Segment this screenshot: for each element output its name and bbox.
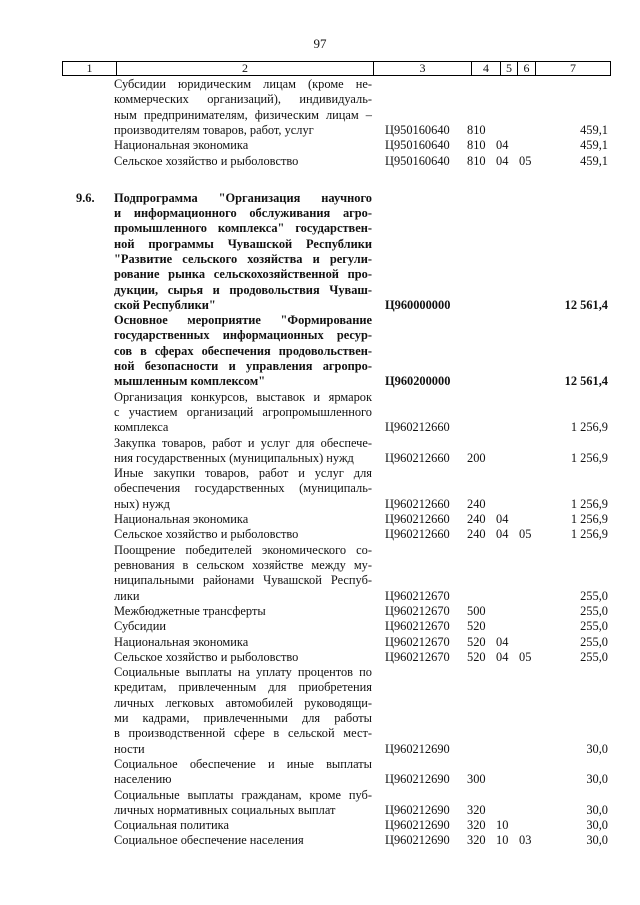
row-name-line: сов в сферах обеспечения продовольствен- — [114, 343, 372, 358]
row-name-line: Национальная экономика — [114, 512, 249, 527]
header-cell-6: 6 — [517, 62, 535, 75]
row-name-line: Социальное обеспечение населения — [114, 833, 304, 848]
row-name-line: рование рынка сельскохозяйственной про- — [114, 267, 372, 282]
row-name — [114, 436, 372, 467]
expense-type-code: 810 — [467, 153, 486, 168]
table-row — [0, 154, 640, 169]
section-code: 04 — [496, 512, 509, 527]
row-name-line: Основное мероприятие "Формирование — [114, 313, 372, 328]
amount-value: 459,1 — [580, 138, 608, 153]
expense-type-code: 320 — [467, 802, 486, 817]
target-article-code: Ц960212670 — [385, 588, 450, 603]
table-row — [0, 650, 640, 665]
header-cell-1: 1 — [86, 61, 93, 75]
table-row — [0, 436, 640, 467]
row-name-line: ниципальными районами Чувашской Респуб- — [114, 573, 372, 588]
table-row — [0, 604, 640, 619]
row-name-line: Подпрограмма "Организация научного — [114, 190, 372, 205]
target-article-code: Ц950160640 — [385, 153, 450, 168]
amount-value: 12 561,4 — [564, 297, 608, 312]
target-article-code: Ц960212660 — [385, 450, 450, 465]
target-article-code: Ц960200000 — [385, 374, 451, 389]
expense-type-code: 810 — [467, 138, 486, 153]
header-cell-7: 7 — [535, 62, 610, 75]
row-name-line: ным предпринимателям, физическим лицам – — [114, 107, 372, 122]
section-code: 10 — [496, 818, 509, 833]
amount-value: 30,0 — [586, 772, 608, 787]
row-name — [114, 527, 372, 542]
subsection-code: 05 — [519, 153, 532, 168]
row-name — [114, 818, 372, 833]
table-row — [0, 390, 640, 436]
row-name-line: Иные закупки товаров, работ и услуг для — [114, 466, 372, 481]
row-name — [114, 665, 372, 757]
row-name — [114, 635, 372, 650]
row-name-line: Социальные выплаты гражданам, кроме пуб- — [114, 787, 372, 802]
amount-value: 459,1 — [580, 122, 608, 137]
expense-type-code: 300 — [467, 772, 486, 787]
row-name-line: Национальная экономика — [114, 634, 249, 649]
row-name — [114, 138, 372, 153]
row-name — [114, 77, 372, 138]
amount-value: 1 256,9 — [570, 420, 608, 435]
row-name-line: коммерческих организаций), индивидуаль- — [114, 92, 372, 107]
amount-value: 1 256,9 — [570, 512, 608, 527]
row-name-line: промышленного комплекса" государствен- — [114, 221, 372, 236]
section-code: 10 — [496, 833, 509, 848]
row-name — [114, 466, 372, 512]
target-article-code: Ц960212660 — [385, 420, 450, 435]
target-article-code: Ц960212670 — [385, 603, 450, 618]
row-name-line: Социальные выплаты на уплату процентов по — [114, 665, 372, 680]
row-name — [114, 191, 372, 313]
amount-value: 255,0 — [580, 588, 608, 603]
table-row — [0, 138, 640, 153]
expense-type-code: 240 — [467, 512, 486, 527]
table-row — [0, 635, 640, 650]
row-name — [114, 650, 372, 665]
expense-type-code: 500 — [467, 603, 486, 618]
row-name — [114, 154, 372, 169]
table-row — [0, 191, 640, 313]
row-name — [114, 512, 372, 527]
target-article-code: Ц960212670 — [385, 619, 450, 634]
table-row — [0, 788, 640, 819]
row-name-line: Сельское хозяйство и рыболовство — [114, 527, 299, 542]
row-number: 9.6. — [76, 190, 95, 205]
row-name-line: ности — [114, 741, 145, 756]
section-code: 04 — [496, 649, 509, 664]
amount-value: 459,1 — [580, 153, 608, 168]
row-name-line: Поощрение победителей экономического со- — [114, 542, 372, 557]
page-number: 97 — [313, 36, 327, 51]
table-row — [0, 313, 640, 390]
row-name-line: Организация конкурсов, выставок и ярмарок — [114, 389, 372, 404]
row-name — [114, 788, 372, 819]
amount-value: 255,0 — [580, 634, 608, 649]
table-row — [0, 527, 640, 542]
row-name-line: личных легковых автомобилей руководящи- — [114, 695, 372, 710]
subsection-code: 05 — [519, 527, 532, 542]
row-name — [114, 313, 372, 389]
row-name-line: ревнования в сельском хозяйстве между му- — [114, 557, 372, 572]
amount-value: 1 256,9 — [570, 496, 608, 511]
table-row — [0, 512, 640, 527]
row-name-line: ской Республики" — [114, 297, 216, 312]
target-article-code: Ц960212690 — [385, 772, 450, 787]
amount-value: 255,0 — [580, 603, 608, 618]
table-row — [0, 833, 640, 848]
row-name-line: и информационного обслуживания агро- — [114, 206, 372, 221]
target-article-code: Ц960212670 — [385, 634, 450, 649]
target-article-code: Ц960212690 — [385, 802, 450, 817]
header-cell-2: 2 — [116, 62, 373, 75]
row-name-line: с участием организаций агропромышленного — [114, 404, 372, 419]
table-header — [62, 61, 611, 76]
expense-type-code: 520 — [467, 649, 486, 664]
row-name-line: Социальная политика — [114, 818, 229, 833]
row-name-line: производителям товаров, работ, услуг — [114, 122, 314, 137]
expense-type-code: 240 — [467, 496, 486, 511]
row-name — [114, 619, 372, 634]
row-name-line: комплекса — [114, 420, 169, 435]
target-article-code: Ц960212670 — [385, 649, 450, 664]
expense-type-code: 320 — [467, 818, 486, 833]
row-name-line: ми кадрами, привлеченными для работы — [114, 710, 372, 725]
row-name-line: обеспечения государственных (муниципаль- — [114, 481, 372, 496]
row-name-line: кредитам, привлеченным для приобретения — [114, 680, 372, 695]
amount-value: 1 256,9 — [570, 450, 608, 465]
header-cell-5: 5 — [500, 62, 517, 75]
amount-value: 12 561,4 — [564, 374, 608, 389]
section-code: 04 — [496, 527, 509, 542]
row-name-line: Субсидии юридическим лицам (кроме не- — [114, 77, 372, 91]
row-name-line: Сельское хозяйство и рыболовство — [114, 649, 299, 664]
row-name-line: Социальное обеспечение и иные выплаты — [114, 756, 372, 771]
row-name — [114, 757, 372, 788]
section-code: 04 — [496, 138, 509, 153]
row-name-line: Сельское хозяйство и рыболовство — [114, 153, 299, 168]
row-name — [114, 833, 372, 848]
amount-value: 30,0 — [586, 818, 608, 833]
table-row — [0, 619, 640, 634]
amount-value: 255,0 — [580, 619, 608, 634]
row-name-line: Закупка товаров, работ и услуг для обеспече- — [114, 435, 372, 450]
row-name-line: ной безопасности и управления агропро- — [114, 359, 372, 374]
row-name-line: ных) нужд — [114, 496, 170, 511]
row-name — [114, 543, 372, 604]
expense-type-code: 200 — [467, 450, 486, 465]
expense-type-code: 810 — [467, 122, 486, 137]
row-name-line: Межбюджетные трансферты — [114, 603, 266, 618]
target-article-code: Ц960000000 — [385, 297, 451, 312]
table-row — [0, 665, 640, 757]
target-article-code: Ц960212690 — [385, 818, 450, 833]
header-cell-4: 4 — [471, 62, 500, 75]
amount-value: 30,0 — [586, 802, 608, 817]
row-name — [114, 390, 372, 436]
row-name-line: государственных информационных ресур- — [114, 328, 372, 343]
section-code: 04 — [496, 153, 509, 168]
table-row — [0, 466, 640, 512]
expense-type-code: 520 — [467, 619, 486, 634]
row-name-line: Субсидии — [114, 619, 166, 634]
row-name-line: лики — [114, 588, 140, 603]
row-name — [114, 604, 372, 619]
row-name-line: в производственной сфере в сельской мест- — [114, 726, 372, 741]
amount-value: 30,0 — [586, 833, 608, 848]
table-row — [0, 543, 640, 604]
row-name-line: населению — [114, 772, 172, 787]
table-row — [0, 818, 640, 833]
row-name-line: "Развитие сельского хозяйства и регули- — [114, 251, 372, 266]
table-row — [0, 757, 640, 788]
expense-type-code: 240 — [467, 527, 486, 542]
row-name-line: ной программы Чувашской Республики — [114, 236, 372, 251]
section-code: 04 — [496, 634, 509, 649]
expense-type-code: 520 — [467, 634, 486, 649]
amount-value: 255,0 — [580, 649, 608, 664]
row-name-line: личных нормативных социальных выплат — [114, 802, 336, 817]
expense-type-code: 320 — [467, 833, 486, 848]
row-name-line: Национальная экономика — [114, 138, 249, 153]
amount-value: 30,0 — [586, 741, 608, 756]
subsection-code: 05 — [519, 649, 532, 664]
row-name-line: мышленным комплексом" — [114, 374, 266, 389]
header-cell-3: 3 — [373, 62, 471, 75]
row-name-line: дукции, сырья и продовольствия Чуваш- — [114, 282, 372, 297]
row-name-line: ния государственных (муниципальных) нужд — [114, 450, 354, 465]
amount-value: 1 256,9 — [570, 527, 608, 542]
subsection-code: 03 — [519, 833, 532, 848]
target-article-code: Ц950160640 — [385, 122, 450, 137]
target-article-code: Ц950160640 — [385, 138, 450, 153]
target-article-code: Ц960212660 — [385, 496, 450, 511]
table-row — [0, 77, 640, 138]
target-article-code: Ц960212690 — [385, 741, 450, 756]
target-article-code: Ц960212660 — [385, 512, 450, 527]
target-article-code: Ц960212690 — [385, 833, 450, 848]
target-article-code: Ц960212660 — [385, 527, 450, 542]
